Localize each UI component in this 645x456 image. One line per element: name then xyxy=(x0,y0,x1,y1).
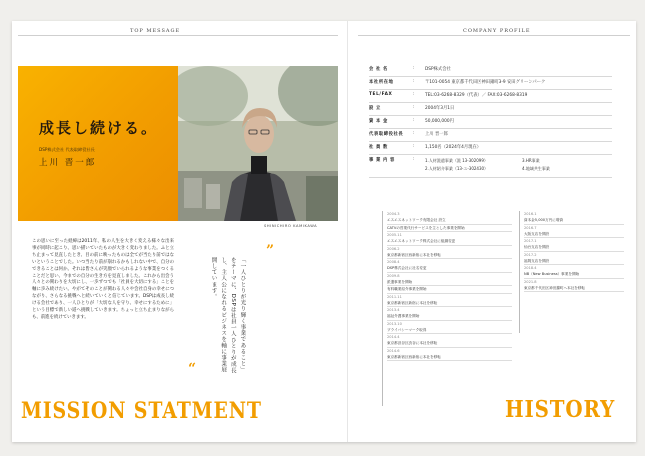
history-year: 2017.2 xyxy=(524,252,537,257)
history-entry xyxy=(387,259,512,273)
business-item: 1.人材派遣事業（派 13-302099） xyxy=(425,158,488,163)
history-event: 福祉介護事業を開始 xyxy=(387,313,512,321)
profile-value: 50,000,000円 xyxy=(425,119,454,124)
history-year: 2013.10 xyxy=(387,321,402,326)
history-year: 2014.4 xyxy=(387,335,400,339)
history-timeline-line xyxy=(519,211,520,333)
photo-caption: SHINICHIRO KAMIKAWA xyxy=(264,224,318,228)
history-event: 福岡支店を開設 xyxy=(524,258,624,266)
hero-subtitle: DSP株式会社 代表取締役社長 xyxy=(39,147,95,152)
history-entry xyxy=(387,225,512,233)
history-entry xyxy=(524,211,624,225)
profile-value: 2004年3月1日 xyxy=(425,106,455,111)
history-event: プライバシーマーク取得 xyxy=(387,327,512,335)
company-profile-label: COMPANY PROFILE xyxy=(463,28,531,34)
profile-value: TEL:03-6268-8329（代表）／ FAX:03-6268-8319 xyxy=(425,93,528,98)
profile-row: 社 員 数 : 1,150名（2024年4月現在） xyxy=(369,142,612,155)
history-event: 東京都新宿区新宿に本社を移転 xyxy=(387,300,512,308)
profile-row: 事 業 内 容 : xyxy=(369,155,612,178)
history-event: 東京都渋谷区渋谷に本社を移転 xyxy=(387,340,512,348)
history-event: エスエスネットワーク有限会社 設立 xyxy=(387,217,512,225)
history-entry xyxy=(387,307,512,321)
profile-value: 上川 晋一郎 xyxy=(425,132,448,137)
hero-title: 成長し続ける。 xyxy=(39,119,159,137)
history-year: 2009.8 xyxy=(387,273,400,278)
history-entry xyxy=(387,286,512,294)
profile-row: 資 本 金 : 50,000,000円 xyxy=(369,116,612,129)
history-entry xyxy=(524,225,624,239)
history-event: CATVの営業代行サービスを主とした事業を開始 xyxy=(387,225,512,233)
intro-text: この思いに至った経緯は2011年、私の人生を大きく変える様々な出来事が同時に起こり、思い描いていたものが大きく変わりました。ふと立ち止まって見直したとき、目の前に映ったものは全てが当たり前ではないということでした。いつ当たり前が崩れるかもしれない中で、自分のできることは何か。それは皆さんが笑顔でいられるような事業をつくることだと思い、今までの自分の生き方を見直しました。これから出会う人々との関わりを大切にし、一歩ずつでも「社員を大切にする」ことを軸に歩み続けたい。やがてそのことが関わる人々や会社自身の幸せにつながり、さらなる挑戦へと続いていくと信じています。DSPは成長し続ける会社であり、一人ひとりが「大切な人を守り、幸せにするために」という目標で新しい道へ挑戦していきます。ちょっと立ち止まりながらも、前進を続けていきます。 xyxy=(32,239,174,320)
mission-statement-title: MISSION STATMENT xyxy=(21,398,262,424)
history-event: 仙台支店を開設 xyxy=(524,244,624,252)
profile-key: 代表取締役社長 xyxy=(369,132,404,137)
history-column-1 xyxy=(387,211,512,361)
profile-row: 設 立 : 2004年3月1日 xyxy=(369,103,612,116)
mission-statement: 「一人ひとりが光り輝く事業であること」をテーマに、DSPは社員一人ひとりが成長し、主人公になれるビジネスを軸に事業展開しています。 xyxy=(210,257,246,374)
brochure-spread xyxy=(12,21,636,442)
history-entry xyxy=(524,279,624,293)
profile-row: TEL/FAX : TEL:03-6268-8329（代表）／ FAX:03-6268-8319 xyxy=(369,90,612,103)
ceo-photo xyxy=(178,66,338,221)
history-event: 東京都新宿区西新宿に本社を移転 xyxy=(387,252,512,260)
profile-key: 社 員 数 xyxy=(369,145,388,150)
history-event: 東京都千代田区神田錦町へ本社を移転 xyxy=(524,285,624,293)
history-year: 2016.7 xyxy=(524,225,537,230)
history-event: 有料職業紹介事業を開始 xyxy=(387,286,512,294)
history-year: 2018.4 xyxy=(524,266,537,270)
history-year: 2021.8 xyxy=(524,279,537,284)
profile-key: 事 業 内 容 xyxy=(369,158,395,163)
profile-key: 設 立 xyxy=(369,106,381,111)
history-entry xyxy=(387,348,512,362)
business-item: 3.HR事業 xyxy=(522,158,540,163)
history-entry xyxy=(387,273,512,287)
history-entry xyxy=(387,321,512,335)
history-event: 資本金5,000万円に増資 xyxy=(524,217,624,225)
history-entry xyxy=(387,334,512,348)
history-timeline-line xyxy=(382,211,383,406)
history-year: 2014.6 xyxy=(387,348,400,353)
profile-value: 1,150名（2024年4月現在） xyxy=(425,145,482,150)
history-event: エスエスネットワーク株式会社に組織変更 xyxy=(387,238,512,246)
ceo-photo-illustration xyxy=(178,66,338,221)
history-year: 2011.11 xyxy=(387,294,402,299)
history-year: 2004.3 xyxy=(387,212,400,216)
profile-row: 会 社 名 : DSP株式会社 xyxy=(369,64,612,77)
profile-key: 会 社 名 xyxy=(369,67,388,72)
history-entry xyxy=(387,211,512,225)
top-message-rule xyxy=(18,35,338,36)
history-entry xyxy=(524,238,624,252)
company-profile-rule xyxy=(358,35,630,36)
history-year: 2006.2 xyxy=(387,246,400,251)
history-event: NB（New Business）事業を開始 xyxy=(524,271,624,279)
history-year: 2017.1 xyxy=(524,239,537,243)
profile-key: 本社所在地 xyxy=(369,80,394,85)
profile-row: 代表取締役社長 : 上川 晋一郎 xyxy=(369,129,612,142)
history-event: DSP株式会社に社名変更 xyxy=(387,265,512,273)
hero-yellow-panel xyxy=(18,66,178,221)
history-entry xyxy=(524,265,624,279)
history-event: 大阪支店を開設 xyxy=(524,231,624,239)
history-entry xyxy=(387,246,512,260)
history-event: 派遣事業を開始 xyxy=(387,279,512,287)
history-column-2 xyxy=(524,211,624,292)
history-entry xyxy=(387,294,512,308)
quote-open-mark: ” xyxy=(266,243,275,259)
history-entry xyxy=(387,232,512,246)
history-year: 2008.4 xyxy=(387,260,400,264)
profile-row: 本社所在地 : 〒101-0054 東京都千代田区神田錦町3-9 安田グリーンパーク xyxy=(369,77,612,90)
profile-key: TEL/FAX xyxy=(369,92,393,97)
profile-value: DSP株式会社 xyxy=(425,67,451,72)
history-year: 2013.4 xyxy=(387,308,400,312)
business-item: 2.人材紹介事業（13-ユ-302430） xyxy=(425,166,489,171)
top-message-label: TOP MESSAGE xyxy=(130,28,181,34)
quote-close-mark: “ xyxy=(188,361,197,377)
profile-value: 〒101-0054 東京都千代田区神田錦町3-9 安田グリーンパーク xyxy=(425,80,546,85)
history-title: HISTORY xyxy=(505,396,616,423)
history-entry xyxy=(524,252,624,266)
history-year: 2005.11 xyxy=(387,233,402,237)
hero-name: 上川 晋一郎 xyxy=(39,158,97,168)
history-event: 東京都新宿区西新宿に本社を移転 xyxy=(387,354,512,362)
history-year: 2016.1 xyxy=(524,212,537,216)
profile-key: 資 本 金 xyxy=(369,119,388,124)
business-item: 4.地域共生事業 xyxy=(522,166,550,171)
page-fold xyxy=(347,21,348,442)
